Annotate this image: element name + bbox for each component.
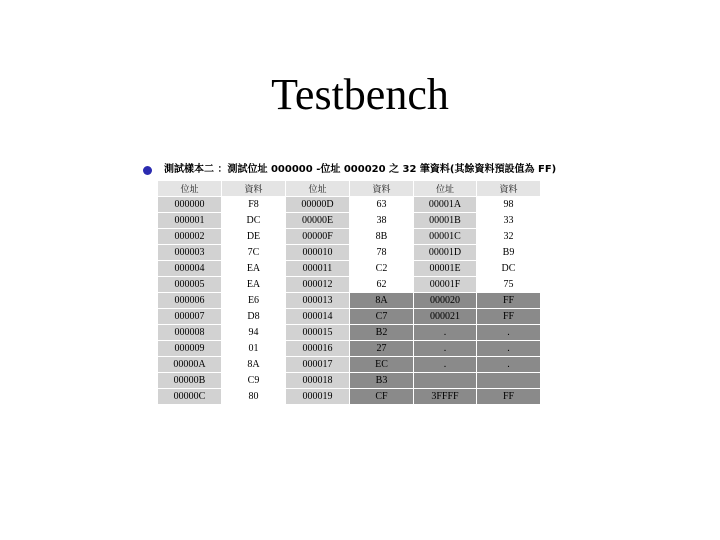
address-cell: . [414, 341, 477, 357]
address-cell: 000000 [158, 197, 222, 213]
data-cell: FF [477, 309, 541, 325]
data-cell: 63 [350, 197, 414, 213]
address-cell: 00001B [414, 213, 477, 229]
address-cell: 00001A [414, 197, 477, 213]
data-cell: 62 [350, 277, 414, 293]
address-cell: 000018 [286, 373, 350, 389]
data-cell: C2 [350, 261, 414, 277]
data-cell: 8A [222, 357, 286, 373]
data-cell: CF [350, 389, 414, 405]
address-cell: 000005 [158, 277, 222, 293]
table-row [158, 309, 541, 325]
address-cell: 00000E [286, 213, 350, 229]
data-cell: EA [222, 277, 286, 293]
data-cell: 8B [350, 229, 414, 245]
data-cell: 78 [350, 245, 414, 261]
bullet-icon [143, 166, 152, 175]
table-row [158, 325, 541, 341]
address-cell: 000020 [414, 293, 477, 309]
table-caption: 測試樣本二 ：測試位址 000000 -位址 000020 之 32 筆資料(其餘資料預設值為 FF) [164, 164, 557, 175]
data-cell: E6 [222, 293, 286, 309]
data-cell: . [477, 357, 541, 373]
address-cell: 000014 [286, 309, 350, 325]
address-cell: 000002 [158, 229, 222, 245]
address-cell: 000021 [414, 309, 477, 325]
data-cell: FF [477, 293, 541, 309]
address-cell: 000001 [158, 213, 222, 229]
data-cell [477, 373, 541, 389]
address-cell: 000013 [286, 293, 350, 309]
data-cell: EC [350, 357, 414, 373]
table-body [158, 197, 541, 405]
table-header-row [158, 181, 541, 197]
data-cell: 38 [350, 213, 414, 229]
data-cell: F8 [222, 197, 286, 213]
column-header: 位址 [158, 181, 222, 197]
address-cell: 000008 [158, 325, 222, 341]
data-cell: 01 [222, 341, 286, 357]
slide-title: Testbench [271, 70, 449, 119]
address-cell: 000010 [286, 245, 350, 261]
address-cell: 000016 [286, 341, 350, 357]
column-header: 位址 [414, 181, 477, 197]
table-row [158, 213, 541, 229]
table-row [158, 373, 541, 389]
data-cell: B2 [350, 325, 414, 341]
address-cell: 00000A [158, 357, 222, 373]
data-cell: 27 [350, 341, 414, 357]
address-cell: 000012 [286, 277, 350, 293]
address-cell: 00001E [414, 261, 477, 277]
address-cell: 3FFFF [414, 389, 477, 405]
table-row [158, 261, 541, 277]
address-cell: 000004 [158, 261, 222, 277]
data-cell: C7 [350, 309, 414, 325]
table-row [158, 277, 541, 293]
data-cell: B9 [477, 245, 541, 261]
address-cell: 00001D [414, 245, 477, 261]
address-cell: 000019 [286, 389, 350, 405]
address-data-table [157, 180, 541, 405]
address-cell: 00000F [286, 229, 350, 245]
address-cell: 00000C [158, 389, 222, 405]
column-header: 資料 [222, 181, 286, 197]
data-cell: DE [222, 229, 286, 245]
table-row [158, 389, 541, 405]
address-cell: . [414, 325, 477, 341]
address-cell: 000011 [286, 261, 350, 277]
table-row [158, 341, 541, 357]
data-cell: 7C [222, 245, 286, 261]
data-cell: 75 [477, 277, 541, 293]
data-cell: FF [477, 389, 541, 405]
table-row [158, 293, 541, 309]
data-cell: B3 [350, 373, 414, 389]
data-cell: 32 [477, 229, 541, 245]
table-row [158, 245, 541, 261]
table-row [158, 357, 541, 373]
data-cell: DC [222, 213, 286, 229]
data-cell: 8A [350, 293, 414, 309]
data-cell: . [477, 325, 541, 341]
column-header: 資料 [350, 181, 414, 197]
column-header: 位址 [286, 181, 350, 197]
address-cell: 000006 [158, 293, 222, 309]
address-cell: 00001C [414, 229, 477, 245]
data-cell: 80 [222, 389, 286, 405]
data-cell: 33 [477, 213, 541, 229]
address-cell: . [414, 357, 477, 373]
data-cell: C9 [222, 373, 286, 389]
data-cell: DC [477, 261, 541, 277]
address-cell: 00001F [414, 277, 477, 293]
address-cell: 000003 [158, 245, 222, 261]
column-header: 資料 [477, 181, 541, 197]
address-cell [414, 373, 477, 389]
data-cell: . [477, 341, 541, 357]
address-cell: 00000B [158, 373, 222, 389]
address-cell: 000009 [158, 341, 222, 357]
table-row [158, 197, 541, 213]
data-cell: 94 [222, 325, 286, 341]
address-cell: 000007 [158, 309, 222, 325]
address-cell: 000017 [286, 357, 350, 373]
data-cell: 98 [477, 197, 541, 213]
data-cell: D8 [222, 309, 286, 325]
address-cell: 000015 [286, 325, 350, 341]
data-cell: EA [222, 261, 286, 277]
address-cell: 00000D [286, 197, 350, 213]
table-row [158, 229, 541, 245]
